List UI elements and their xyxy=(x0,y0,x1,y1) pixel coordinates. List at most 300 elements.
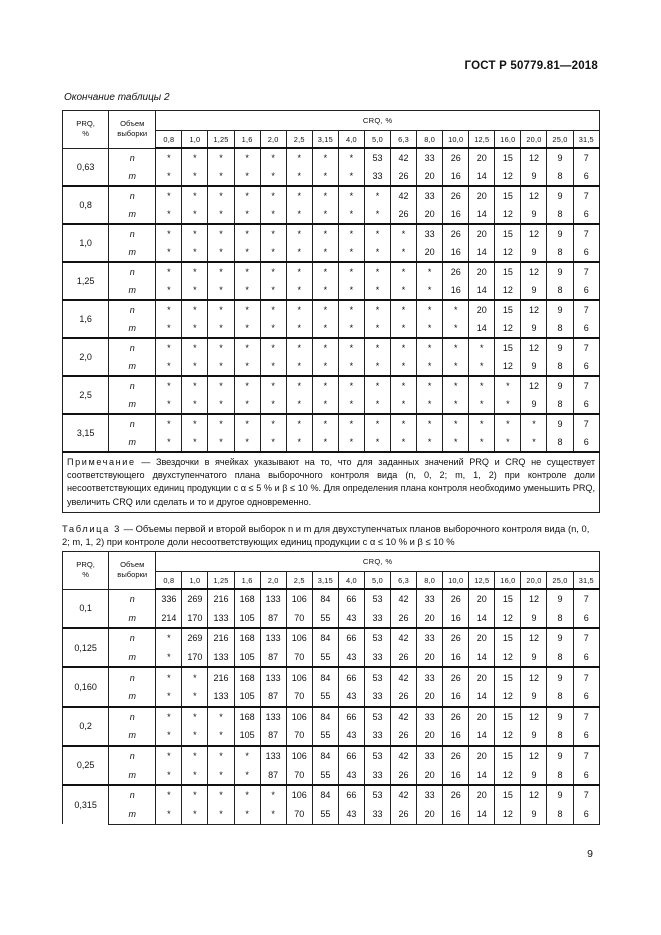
sample-size-cell: 12 xyxy=(521,148,547,167)
sample-size-cell: * xyxy=(260,357,286,376)
col-prq-header: PRQ, % xyxy=(63,552,109,590)
table-row xyxy=(63,167,600,186)
col-prq-header: PRQ, % xyxy=(63,111,109,149)
sample-size-cell: 8 xyxy=(547,243,573,262)
sample-size-cell: * xyxy=(156,205,182,224)
sample-size-cell: * xyxy=(182,707,208,727)
sample-size-cell: * xyxy=(312,338,338,357)
crq-value-header: 20,0 xyxy=(521,572,547,590)
sample-size-cell: * xyxy=(495,376,521,395)
table3-caption-text: — Объемы первой и второй выборок n и m для двухступенчатых планов выборочного контроля вида (n, 0, 2; m, 1, 2) при контроле доли несоответствующих единиц продукции с α ≤ 10 % и β ≤ 10 % xyxy=(62,523,590,547)
sample-size-cell: * xyxy=(417,433,443,452)
sample-size-cell: * xyxy=(234,224,260,243)
sample-size-cell: 70 xyxy=(286,765,312,785)
sample-size-cell: 106 xyxy=(286,589,312,609)
sample-size-cell: 43 xyxy=(338,609,364,629)
sample-size-cell: 16 xyxy=(443,805,469,825)
sample-size-cell: 42 xyxy=(391,667,417,687)
table-row xyxy=(63,687,600,707)
sample-size-cell: * xyxy=(338,338,364,357)
sample-size-cell: 7 xyxy=(573,186,599,205)
crq-value-header: 1,25 xyxy=(208,131,234,149)
sample-size-cell: * xyxy=(182,243,208,262)
sample-size-cell: * xyxy=(469,338,495,357)
sample-size-cell: 15 xyxy=(495,262,521,281)
crq-value-header: 1,25 xyxy=(208,572,234,590)
sample-size-cell: 7 xyxy=(573,224,599,243)
sample-size-cell: * xyxy=(338,281,364,300)
sample-size-cell: 15 xyxy=(495,148,521,167)
sample-size-cell: 8 xyxy=(547,433,573,452)
sample-size-cell: 14 xyxy=(469,648,495,668)
sample-size-cell: * xyxy=(182,687,208,707)
table-row xyxy=(63,300,600,319)
sample-size-cell: 9 xyxy=(521,357,547,376)
table-row xyxy=(63,243,600,262)
sample-size-cell: * xyxy=(234,414,260,433)
sample-size-cell: 70 xyxy=(286,726,312,746)
table-row xyxy=(63,376,600,395)
sample-size-cell: * xyxy=(208,243,234,262)
sample-size-cell: 43 xyxy=(338,687,364,707)
sample-size-cell: * xyxy=(156,376,182,395)
sample-size-cell: 16 xyxy=(443,281,469,300)
sample-size-cell: * xyxy=(391,281,417,300)
sample-size-cell: 15 xyxy=(495,300,521,319)
prq-value: 0,315 xyxy=(63,785,109,824)
sample-size-cell: 8 xyxy=(547,167,573,186)
sample-size-label-m: m xyxy=(109,805,156,825)
sample-size-cell: 33 xyxy=(417,186,443,205)
sample-size-cell: * xyxy=(364,357,390,376)
sample-size-cell: 26 xyxy=(391,648,417,668)
sample-size-cell: * xyxy=(391,414,417,433)
sample-size-cell: * xyxy=(260,433,286,452)
prq-value: 0,125 xyxy=(63,628,109,667)
sample-size-cell: 9 xyxy=(521,765,547,785)
sample-size-cell: 26 xyxy=(443,224,469,243)
sample-size-cell: * xyxy=(208,785,234,805)
sample-size-cell: * xyxy=(338,224,364,243)
sample-size-cell: 9 xyxy=(521,281,547,300)
sample-size-cell: 9 xyxy=(521,609,547,629)
crq-value-header: 10,0 xyxy=(443,572,469,590)
sample-size-cell: 8 xyxy=(547,726,573,746)
table-row xyxy=(63,765,600,785)
table-row xyxy=(63,357,600,376)
sample-size-cell: 33 xyxy=(364,609,390,629)
sample-size-cell: 53 xyxy=(364,667,390,687)
table-row xyxy=(63,609,600,629)
sample-size-cell: * xyxy=(182,414,208,433)
sample-size-cell: * xyxy=(286,357,312,376)
sample-size-cell: 7 xyxy=(573,667,599,687)
col-volume-header: Объем выборки xyxy=(109,111,156,149)
sample-size-cell: * xyxy=(364,319,390,338)
sample-size-cell: 26 xyxy=(391,765,417,785)
sample-size-cell: * xyxy=(286,433,312,452)
table-row xyxy=(63,205,600,224)
sample-size-cell: * xyxy=(260,262,286,281)
sample-size-cell: * xyxy=(182,186,208,205)
sample-size-cell: 9 xyxy=(521,205,547,224)
sample-size-cell: * xyxy=(338,395,364,414)
sample-size-cell: 26 xyxy=(443,707,469,727)
sample-size-cell: 269 xyxy=(182,628,208,648)
sample-size-cell: * xyxy=(417,357,443,376)
sample-size-cell: * xyxy=(234,319,260,338)
sample-size-cell: 14 xyxy=(469,319,495,338)
sample-size-label-n: n xyxy=(109,338,156,357)
sample-size-cell: 14 xyxy=(469,609,495,629)
sample-size-cell: * xyxy=(182,433,208,452)
sample-size-cell: 106 xyxy=(286,667,312,687)
sample-size-cell: 87 xyxy=(260,609,286,629)
table-row xyxy=(63,805,600,825)
sample-size-cell: 16 xyxy=(443,687,469,707)
sample-size-cell: 20 xyxy=(469,628,495,648)
sample-size-cell: 6 xyxy=(573,395,599,414)
sample-size-cell: 70 xyxy=(286,687,312,707)
crq-value-header: 8,0 xyxy=(417,572,443,590)
sample-size-cell: 6 xyxy=(573,167,599,186)
sample-size-cell: * xyxy=(156,357,182,376)
crq-value-header: 5,0 xyxy=(364,131,390,149)
table-row xyxy=(63,224,600,243)
sample-size-cell: * xyxy=(286,243,312,262)
sample-size-cell: 9 xyxy=(521,243,547,262)
sample-size-cell: * xyxy=(182,281,208,300)
sample-size-cell: * xyxy=(208,300,234,319)
crq-value-header: 3,15 xyxy=(312,572,338,590)
sample-size-cell: * xyxy=(182,765,208,785)
sample-size-cell: 14 xyxy=(469,687,495,707)
sample-size-cell: * xyxy=(156,186,182,205)
sample-size-cell: * xyxy=(495,433,521,452)
sample-size-cell: * xyxy=(234,281,260,300)
sample-size-cell: 15 xyxy=(495,785,521,805)
sample-size-cell: 33 xyxy=(417,707,443,727)
prq-value: 0,2 xyxy=(63,707,109,746)
sample-size-cell: * xyxy=(260,186,286,205)
sample-size-cell: 20 xyxy=(469,224,495,243)
table-row xyxy=(63,726,600,746)
sample-size-cell: 9 xyxy=(547,707,573,727)
sample-size-cell: 87 xyxy=(260,648,286,668)
sample-size-cell: * xyxy=(156,224,182,243)
sample-size-cell: 70 xyxy=(286,609,312,629)
sample-size-cell: 53 xyxy=(364,746,390,766)
sample-size-cell: * xyxy=(208,338,234,357)
sample-size-cell: 12 xyxy=(495,357,521,376)
sample-size-cell: 12 xyxy=(495,167,521,186)
crq-value-header: 1,0 xyxy=(182,572,208,590)
sample-size-cell: 6 xyxy=(573,648,599,668)
sample-size-cell: 20 xyxy=(469,300,495,319)
sample-size-cell: 7 xyxy=(573,628,599,648)
sample-size-cell: 16 xyxy=(443,167,469,186)
crq-value-header: 8,0 xyxy=(417,131,443,149)
sample-size-cell: * xyxy=(234,186,260,205)
sample-size-cell: * xyxy=(260,319,286,338)
sample-size-cell: * xyxy=(156,726,182,746)
sample-size-cell: * xyxy=(338,262,364,281)
sample-size-cell: 133 xyxy=(260,628,286,648)
sample-size-cell: 33 xyxy=(417,628,443,648)
sample-size-cell: * xyxy=(364,205,390,224)
sample-size-cell: 26 xyxy=(443,262,469,281)
sample-size-cell: 20 xyxy=(469,746,495,766)
table3-caption-label: Таблица 3 xyxy=(62,523,121,534)
sample-size-cell: * xyxy=(156,281,182,300)
sample-size-cell: 9 xyxy=(521,687,547,707)
crq-value-header: 3,15 xyxy=(312,131,338,149)
sample-size-cell: * xyxy=(156,805,182,825)
sample-size-label-n: n xyxy=(109,589,156,609)
sample-size-cell: 20 xyxy=(469,667,495,687)
sample-size-cell: * xyxy=(469,357,495,376)
sample-size-cell: * xyxy=(364,414,390,433)
sample-size-cell: 42 xyxy=(391,707,417,727)
sample-size-cell: * xyxy=(156,395,182,414)
sample-size-cell: * xyxy=(156,433,182,452)
sample-size-label-m: m xyxy=(109,648,156,668)
sample-size-cell: 12 xyxy=(521,186,547,205)
sample-size-cell: * xyxy=(286,414,312,433)
sample-size-cell: * xyxy=(312,414,338,433)
table-row xyxy=(63,589,600,609)
sample-size-cell: 26 xyxy=(391,205,417,224)
sample-size-cell: 133 xyxy=(260,707,286,727)
sample-size-cell: * xyxy=(338,319,364,338)
sample-size-cell: * xyxy=(391,319,417,338)
crq-value-header: 6,3 xyxy=(391,131,417,149)
sample-size-cell: 26 xyxy=(391,687,417,707)
sample-size-cell: 20 xyxy=(469,785,495,805)
sample-size-cell: * xyxy=(443,433,469,452)
sample-size-cell: 8 xyxy=(547,205,573,224)
sample-size-cell: 6 xyxy=(573,805,599,825)
note-row xyxy=(63,452,600,512)
sample-size-cell: * xyxy=(286,300,312,319)
sample-size-label-n: n xyxy=(109,186,156,205)
sample-size-cell: * xyxy=(391,300,417,319)
table2-continuation-caption: Окончание таблицы 2 xyxy=(64,92,170,103)
sample-size-cell: 55 xyxy=(312,609,338,629)
crq-value-header: 20,0 xyxy=(521,131,547,149)
sample-size-cell: 12 xyxy=(521,262,547,281)
sample-size-cell: * xyxy=(260,805,286,825)
sample-size-cell: * xyxy=(391,433,417,452)
sample-size-cell: 16 xyxy=(443,726,469,746)
sample-size-cell: * xyxy=(234,746,260,766)
sample-size-cell: * xyxy=(286,262,312,281)
sample-size-cell: * xyxy=(182,300,208,319)
sample-size-cell: * xyxy=(312,357,338,376)
prq-value: 3,15 xyxy=(63,414,109,452)
prq-value: 0,63 xyxy=(63,148,109,186)
sample-size-cell: 84 xyxy=(312,746,338,766)
sample-size-cell: 8 xyxy=(547,281,573,300)
sample-size-cell: * xyxy=(208,707,234,727)
sample-size-cell: 53 xyxy=(364,148,390,167)
crq-value-header: 12,5 xyxy=(469,131,495,149)
crq-value-header: 10,0 xyxy=(443,131,469,149)
sample-size-cell: * xyxy=(182,726,208,746)
sample-size-cell: * xyxy=(364,243,390,262)
sample-size-cell: * xyxy=(182,357,208,376)
sample-size-cell: 7 xyxy=(573,148,599,167)
prq-value: 2,5 xyxy=(63,376,109,414)
sample-size-cell: 14 xyxy=(469,167,495,186)
crq-value-header: 31,5 xyxy=(573,572,599,590)
sample-size-cell: * xyxy=(182,395,208,414)
sample-size-label-m: m xyxy=(109,281,156,300)
sample-size-cell: 216 xyxy=(208,667,234,687)
sample-size-cell: 6 xyxy=(573,357,599,376)
sample-size-cell: 33 xyxy=(364,687,390,707)
sample-size-cell: * xyxy=(182,805,208,825)
sample-size-cell: * xyxy=(182,667,208,687)
sample-size-cell: * xyxy=(208,433,234,452)
sample-size-cell: 15 xyxy=(495,628,521,648)
sample-size-cell: 33 xyxy=(417,148,443,167)
sample-size-cell: 8 xyxy=(547,319,573,338)
sample-size-cell: 6 xyxy=(573,609,599,629)
note-text: — Звездочки в ячейках указывают на то, что для заданных значений PRQ и CRQ не существует соответствующего двухступенчатого плана выборочного контроля вида (n, 0, 2; m, 1, 2) при контроле доли несоответствующих единиц продукции с α ≤ 5 % и β ≤ 10 %. Для определения плана контроля необходимо уменьшить PRQ, увеличить CRQ или сделать и то и другое одновременно. xyxy=(67,457,595,507)
sample-size-label-m: m xyxy=(109,205,156,224)
sample-size-cell: * xyxy=(156,262,182,281)
sample-size-cell: 43 xyxy=(338,765,364,785)
sample-size-cell: 9 xyxy=(521,726,547,746)
sample-size-cell: 168 xyxy=(234,589,260,609)
sample-size-cell: 42 xyxy=(391,186,417,205)
sample-size-cell: * xyxy=(156,167,182,186)
sample-size-cell: 7 xyxy=(573,746,599,766)
sample-size-cell: * xyxy=(182,746,208,766)
sample-size-cell: 15 xyxy=(495,338,521,357)
sample-size-cell: * xyxy=(391,357,417,376)
sample-size-cell: 8 xyxy=(547,609,573,629)
crq-value-header: 25,0 xyxy=(547,131,573,149)
sample-size-cell: 14 xyxy=(469,281,495,300)
sample-size-cell: 106 xyxy=(286,628,312,648)
sample-size-cell: 33 xyxy=(364,167,390,186)
sample-size-cell: * xyxy=(182,338,208,357)
sample-size-cell: 8 xyxy=(547,395,573,414)
sample-size-cell: * xyxy=(208,805,234,825)
sample-size-cell: * xyxy=(156,243,182,262)
sample-size-cell: * xyxy=(208,357,234,376)
sample-size-cell: * xyxy=(521,414,547,433)
sample-size-cell: * xyxy=(208,395,234,414)
sample-size-cell: * xyxy=(286,224,312,243)
sample-size-cell: 12 xyxy=(495,726,521,746)
sample-size-cell: 33 xyxy=(417,589,443,609)
sample-size-cell: 133 xyxy=(208,609,234,629)
sample-size-cell: 42 xyxy=(391,589,417,609)
sample-size-cell: * xyxy=(182,319,208,338)
sample-size-cell: 16 xyxy=(443,205,469,224)
sample-size-cell: 133 xyxy=(260,746,286,766)
sample-size-cell: 87 xyxy=(260,726,286,746)
sample-size-cell: * xyxy=(234,805,260,825)
sample-size-cell: * xyxy=(521,433,547,452)
sample-size-cell: 20 xyxy=(469,148,495,167)
sample-size-cell: 26 xyxy=(391,805,417,825)
sample-size-cell: 14 xyxy=(469,726,495,746)
sample-size-cell: 12 xyxy=(495,805,521,825)
sample-size-cell: * xyxy=(364,300,390,319)
sample-size-cell: 84 xyxy=(312,707,338,727)
prq-value: 1,6 xyxy=(63,300,109,338)
crq-value-header: 16,0 xyxy=(495,131,521,149)
sample-size-cell: 15 xyxy=(495,589,521,609)
sample-size-cell: * xyxy=(234,357,260,376)
sample-size-cell: * xyxy=(417,395,443,414)
sample-size-cell: 12 xyxy=(495,687,521,707)
sample-size-cell: 12 xyxy=(521,667,547,687)
sample-size-cell: 12 xyxy=(521,338,547,357)
sample-size-cell: * xyxy=(208,746,234,766)
sample-size-cell: 12 xyxy=(495,765,521,785)
sample-size-cell: 12 xyxy=(521,785,547,805)
sample-size-cell: 12 xyxy=(495,609,521,629)
sample-size-cell: * xyxy=(443,414,469,433)
sample-size-cell: 106 xyxy=(286,707,312,727)
sample-size-cell: 9 xyxy=(521,395,547,414)
sample-size-cell: 70 xyxy=(286,805,312,825)
sample-size-label-n: n xyxy=(109,262,156,281)
sample-size-cell: 66 xyxy=(338,746,364,766)
table-row xyxy=(63,148,600,167)
sample-size-cell: 7 xyxy=(573,589,599,609)
sample-size-cell: 26 xyxy=(443,589,469,609)
sample-size-cell: 9 xyxy=(547,300,573,319)
sample-size-cell: * xyxy=(312,433,338,452)
sample-size-cell: * xyxy=(234,205,260,224)
crq-value-header: 25,0 xyxy=(547,572,573,590)
sample-size-cell: 14 xyxy=(469,243,495,262)
sample-size-cell: * xyxy=(364,224,390,243)
sample-size-cell: * xyxy=(417,414,443,433)
table-row xyxy=(63,628,600,648)
sample-size-cell: 26 xyxy=(443,148,469,167)
sample-size-cell: 33 xyxy=(364,765,390,785)
table3-caption xyxy=(62,522,598,548)
sample-size-cell: 26 xyxy=(443,186,469,205)
sample-size-label-m: m xyxy=(109,433,156,452)
sample-size-cell: 33 xyxy=(364,726,390,746)
sample-size-label-m: m xyxy=(109,609,156,629)
sample-size-cell: * xyxy=(208,281,234,300)
sample-size-cell: * xyxy=(338,205,364,224)
sample-size-cell: 6 xyxy=(573,765,599,785)
sample-size-cell: * xyxy=(234,262,260,281)
sample-size-cell: * xyxy=(182,148,208,167)
sample-size-cell: 20 xyxy=(469,589,495,609)
sample-size-cell: * xyxy=(495,414,521,433)
sample-size-cell: * xyxy=(156,148,182,167)
sample-size-cell: 12 xyxy=(521,589,547,609)
sample-size-cell: * xyxy=(364,395,390,414)
sample-size-cell: * xyxy=(260,224,286,243)
sample-size-cell: 8 xyxy=(547,687,573,707)
table-note xyxy=(63,452,600,512)
sample-size-cell: 55 xyxy=(312,687,338,707)
table-row xyxy=(63,338,600,357)
sample-size-cell: 26 xyxy=(391,167,417,186)
